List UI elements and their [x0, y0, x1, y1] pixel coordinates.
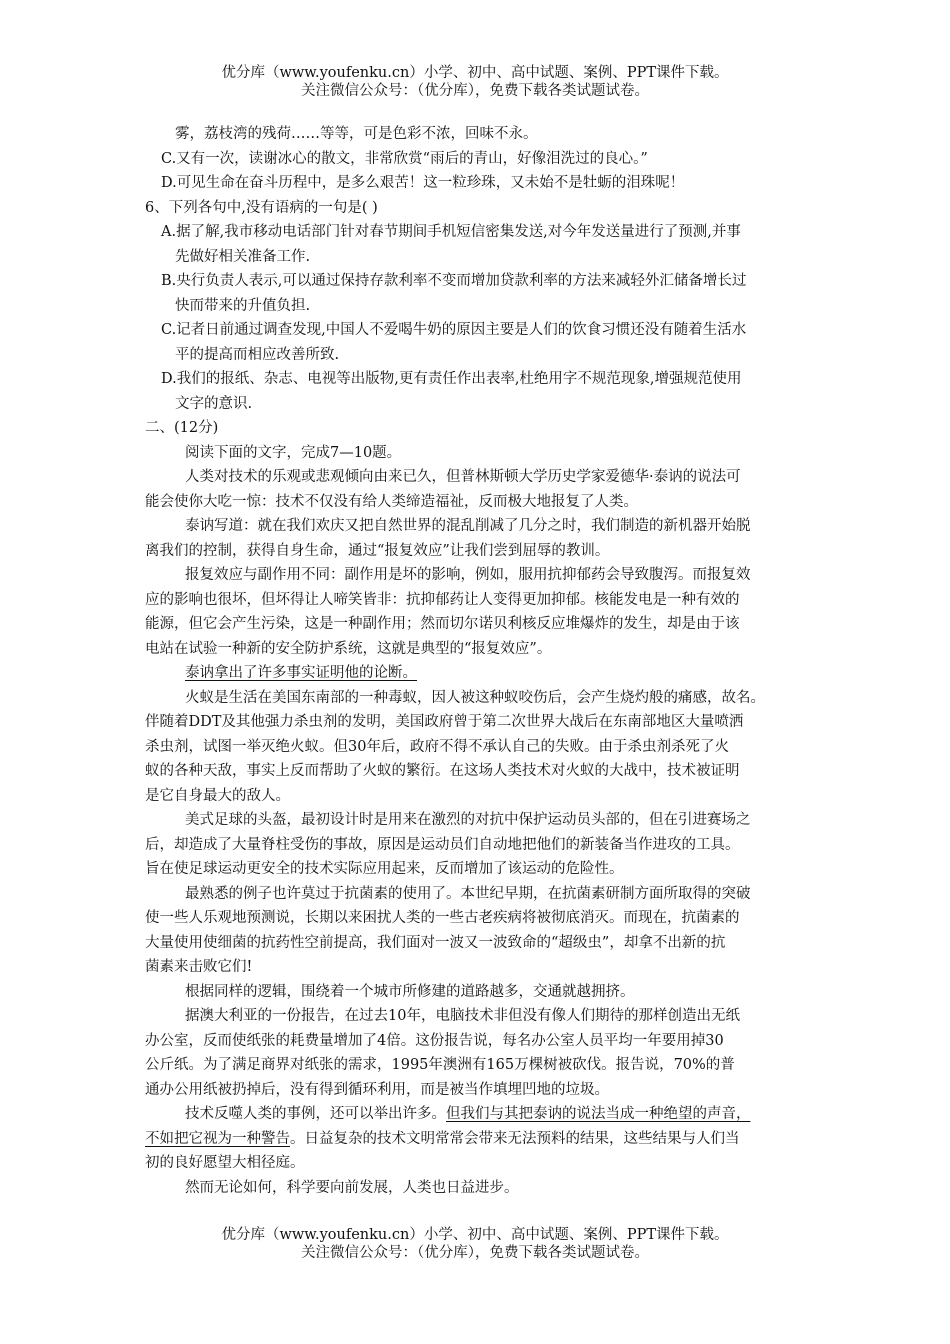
passage-line: 旨在使足球运动更安全的技术实际应用起来，反而增加了该运动的危险性。: [145, 861, 624, 877]
passage-line: 蚁的各种天敌，事实上反而帮助了火蚁的繁衍。在这场人类技术对火蚁的大战中，技术被证明: [145, 763, 740, 779]
passage-line: 杀虫剂，试图一举灭绝火蚁。但30年后，政府不得不承认自己的失败。由于杀虫剂杀死了火: [145, 738, 729, 755]
passage-line: 据澳大利亚的一份报告，在过去10年，电脑技术非但没有像人们期待的那样创造出无纸: [185, 1008, 740, 1024]
underlined-sentence: 泰讷拿出了许多事实证明他的论断。: [185, 665, 417, 681]
page-header: [0, 64, 950, 100]
q6-option-d: D.我们的报纸、杂志、电视等出版物,更有责任作出表率,杜绝用字不规范现象,增强规范使用: [161, 371, 742, 387]
q6-option-a: A.据了解,我市移动电话部门针对春节期间手机短信密集发送,对今年发送量进行了预测,并事: [161, 224, 741, 240]
section-2-instruction: 阅读下面的文字，完成7—10题。: [185, 444, 402, 461]
passage-line: 火蚁是生活在美国东南部的一种毒蚁，因人被这种蚁咬伤后，会产生烧灼般的痛感，故名。: [185, 689, 765, 706]
q5-option-d: D.可见生命在奋斗历程中，是多么艰苦！这一粒珍珠，又未始不是牡蛎的泪珠呢！: [161, 175, 685, 191]
passage-line: 大量使用使细菌的抗药性空前提高，我们面对一波又一波致命的“超级虫”，却拿不出新的抗: [145, 934, 726, 951]
passage-line: 能会使你大吃一惊：技术不仅没有给人类缔造福祉，反而极大地报复了人类。: [145, 493, 638, 510]
page-body: [145, 122, 845, 1200]
passage-line: 后，却造成了大量脊柱受伤的事故，原因是运动员们自动地把他们的新装备当作进攻的工具。: [145, 836, 740, 853]
q6-option-c: C.记者日前通过调查发现,中国人不爱喝牛奶的原因主要是人们的饮食习惯还没有随着生活水: [161, 322, 747, 338]
q6-option-a-continued: 先做好相关准备工作.: [175, 248, 311, 265]
passage-line: 报复效应与副作用不同：副作用是坏的影响，例如，服用抗抑郁药会导致腹泻。而报复效: [185, 567, 751, 583]
q6-option-d-continued: 文字的意识.: [175, 395, 253, 412]
passage-line: 公斤纸。为了满足商界对纸张的需求，1995年澳洲有165万棵树被砍伐。报告说，70%的普: [145, 1057, 735, 1073]
passage-line: 美式足球的头盔，最初设计时是用来在激烈的对抗中保护运动员头部的，但在引进赛场之: [185, 812, 751, 828]
passage-line: [145, 1127, 845, 1152]
passage-line: 人类对技术的乐观或悲观倾向由来已久，但普林斯顿大学历史学家爱德华·泰讷的说法可: [185, 469, 741, 485]
passage-line: 离我们的控制，获得自身生命，通过“报复效应”让我们尝到屈辱的教训。: [145, 542, 610, 559]
passage-text: 技术反噬人类的事例，还可以举出许多。: [185, 1106, 446, 1122]
q6-option-b-continued: 快而带来的升值负担.: [175, 297, 311, 314]
footer-line-2: 关注微信公众号：（优分库），免费下载各类试题试卷。: [301, 1245, 649, 1261]
passage-line: 然而无论如何，科学要向前发展，人类也日益进步。: [185, 1179, 519, 1196]
q5-option-c: C.又有一次，读谢冰心的散文，非常欣赏“雨后的青山，好像泪洗过的良心。”: [161, 150, 648, 167]
passage-line: 菌素来击败它们!: [145, 959, 253, 975]
passage-line: 最熟悉的例子也许莫过于抗菌素的使用了。本世纪早期，在抗菌素研制方面所取得的突破: [185, 885, 751, 902]
passage-line: 通办公用纸被扔掉后，没有得到循环利用，而是被当作填埋凹地的垃圾。: [145, 1081, 609, 1098]
passage-line: 伴随着DDT及其他强力杀虫剂的发明，美国政府曾于第二次世界大战后在东南部地区大量喷洒: [145, 714, 744, 730]
header-line-2: 关注微信公众号：（优分库），免费下载各类试题试卷。: [301, 83, 649, 99]
header-line-1: 优分库（www.youfenku.cn）小学、初中、高中试题、案例、PPT课件下载。: [221, 65, 729, 81]
passage-line: 使一些人乐观地预测说，长期以来困扰人类的一些古老疾病将被彻底消灭。而现在，抗菌素的: [145, 910, 740, 926]
passage-line: 泰讷写道：就在我们欢庆又把自然世界的混乱削减了几分之时，我们制造的新机器开始脱: [185, 518, 751, 534]
question-6: [145, 196, 845, 417]
passage-line-underlined: [145, 661, 845, 686]
passage-line: 电站在试验一种新的安全防护系统，这就是典型的“报复效应”。: [145, 640, 552, 657]
q6-option-b: B.央行负责人表示,可以通过保持存款利率不变而增加贷款利率的方法来减轻外汇储备增长过: [161, 273, 747, 289]
q5-option-b-continued: 雾，荔枝湾的残荷……等等，可是色彩不浓，回味不永。: [175, 126, 538, 142]
page-footer: [0, 1226, 950, 1262]
passage-line: 办公室，反而使纸张的耗费量增加了4倍。这份报告说，每名办公室人员平均一年要用掉30: [145, 1032, 724, 1049]
q6-stem: 6、下列各句中,没有语病的一句是( ): [145, 199, 378, 216]
reading-passage: [145, 465, 845, 1200]
footer-line-1: 优分库（www.youfenku.cn）小学、初中、高中试题、案例、PPT课件下载。: [221, 1227, 729, 1243]
passage-line: 是它自身最大的敌人。: [145, 787, 290, 804]
passage-line: [145, 1102, 845, 1127]
passage-line: 根据同样的逻辑，围绕着一个城市所修建的道路越多，交通就越拥挤。: [185, 983, 635, 1000]
section-2-title: 二、(12分): [145, 420, 219, 436]
underlined-sentence: 但我们与其把泰讷的说法当成一种绝望的声音，: [446, 1106, 751, 1122]
passage-line: 应的影响也很坏，但坏得让人啼笑皆非：抗抑郁药让人变得更加抑郁。核能发电是一种有效的: [145, 591, 740, 608]
passage-text: 。日益复杂的技术文明常常会带来无法预料的结果，这些结果与人们当: [290, 1130, 740, 1147]
passage-line: 能源，但它会产生污染，这是一种副作用；然而切尔诺贝利核反应堆爆炸的发生，却是由于该: [145, 616, 740, 632]
q6-option-c-continued: 平的提高而相应改善所致.: [175, 346, 340, 363]
underlined-sentence: 不如把它视为一种警告: [145, 1130, 290, 1147]
question-5-tail: [145, 122, 845, 196]
passage-line: 初的良好愿望大相径庭。: [145, 1155, 305, 1171]
